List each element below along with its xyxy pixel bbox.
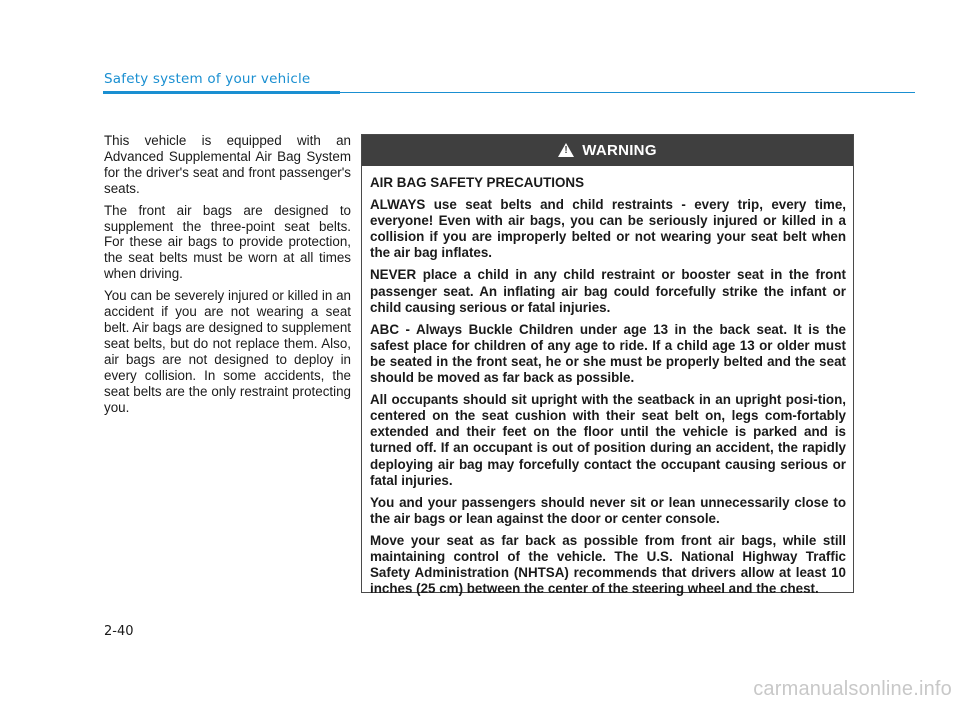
- body-paragraph: You can be severely injured or killed in an accident if you are not wearing a seat belt. Air bags are designed to supplement seat belts, but do not replace them. Also, air bags are not designed to deploy in every collision. In some accidents, the seat belts are the only restraint protecting you.: [104, 288, 351, 415]
- watermark: carmanualsonline.info: [753, 678, 952, 700]
- warning-heading: AIR BAG SAFETY PRECAUTIONS: [370, 175, 585, 190]
- warning-paragraph: ALWAYS use seat belts and child restraints - every trip, every time, everyone! Even with air bags, you can be seriously injured or killed in a collision if you are improperly belted or not wearing your seat belt when the air bag inflates.: [370, 197, 846, 261]
- warning-paragraph: NEVER place a child in any child restraint or booster seat in the front passenger seat. An inflating air bag could forcefully strike the infant or child causing serious or fatal injuries.: [370, 267, 846, 315]
- body-paragraph: This vehicle is equipped with an Advanced Supplemental Air Bag System for the driver's seat and front passenger's seats.: [104, 133, 351, 196]
- warning-paragraph: Move your seat as far back as possible from front air bags, while still maintaining control of the vehicle. The U.S. National Highway Traffic Safety Administration (NHTSA) recommends that drivers allow at least 10 inches (25 cm) between the center of the steering wheel and the chest.: [370, 532, 846, 597]
- warning-paragraph: All occupants should sit upright with the seatback in an upright posi-tion, centered on the seat cushion with their seat belt on, legs com-fortably extended and their feet on the floor until the vehicle is parked and is turned off. If an occupant is out of position during an accident, the rapidly deploying air bag may forcefully contact the occupant causing serious or fatal injuries.: [370, 392, 846, 488]
- body-text-column: [104, 133, 351, 421]
- header-divider-rule: [340, 92, 915, 93]
- page-number: 2-40: [104, 624, 134, 639]
- body-paragraph: The front air bags are designed to supplement the three-point seat belts. For these air bags to provide protection, the seat belts must be worn at all times when driving.: [104, 202, 351, 282]
- warning-box: [361, 134, 854, 597]
- warning-body: [362, 166, 853, 597]
- warning-paragraph: ABC - Always Buckle Children under age 13 in the back seat. It is the safest place for children of any age to ride. If a child age 13 or older must be seated in the front seat, he or she must be properly belted and the seat should be moved as far back as possible.: [370, 321, 846, 386]
- header-accent-rule: [103, 91, 340, 94]
- warning-paragraph: You and your passengers should never sit or lean unnecessarily close to the air bags or lean against the door or center console.: [370, 494, 846, 526]
- warning-triangle-icon: !: [558, 143, 574, 157]
- warning-label: WARNING: [582, 142, 657, 159]
- section-title: Safety system of your vehicle: [104, 71, 311, 87]
- warning-header: [362, 135, 853, 166]
